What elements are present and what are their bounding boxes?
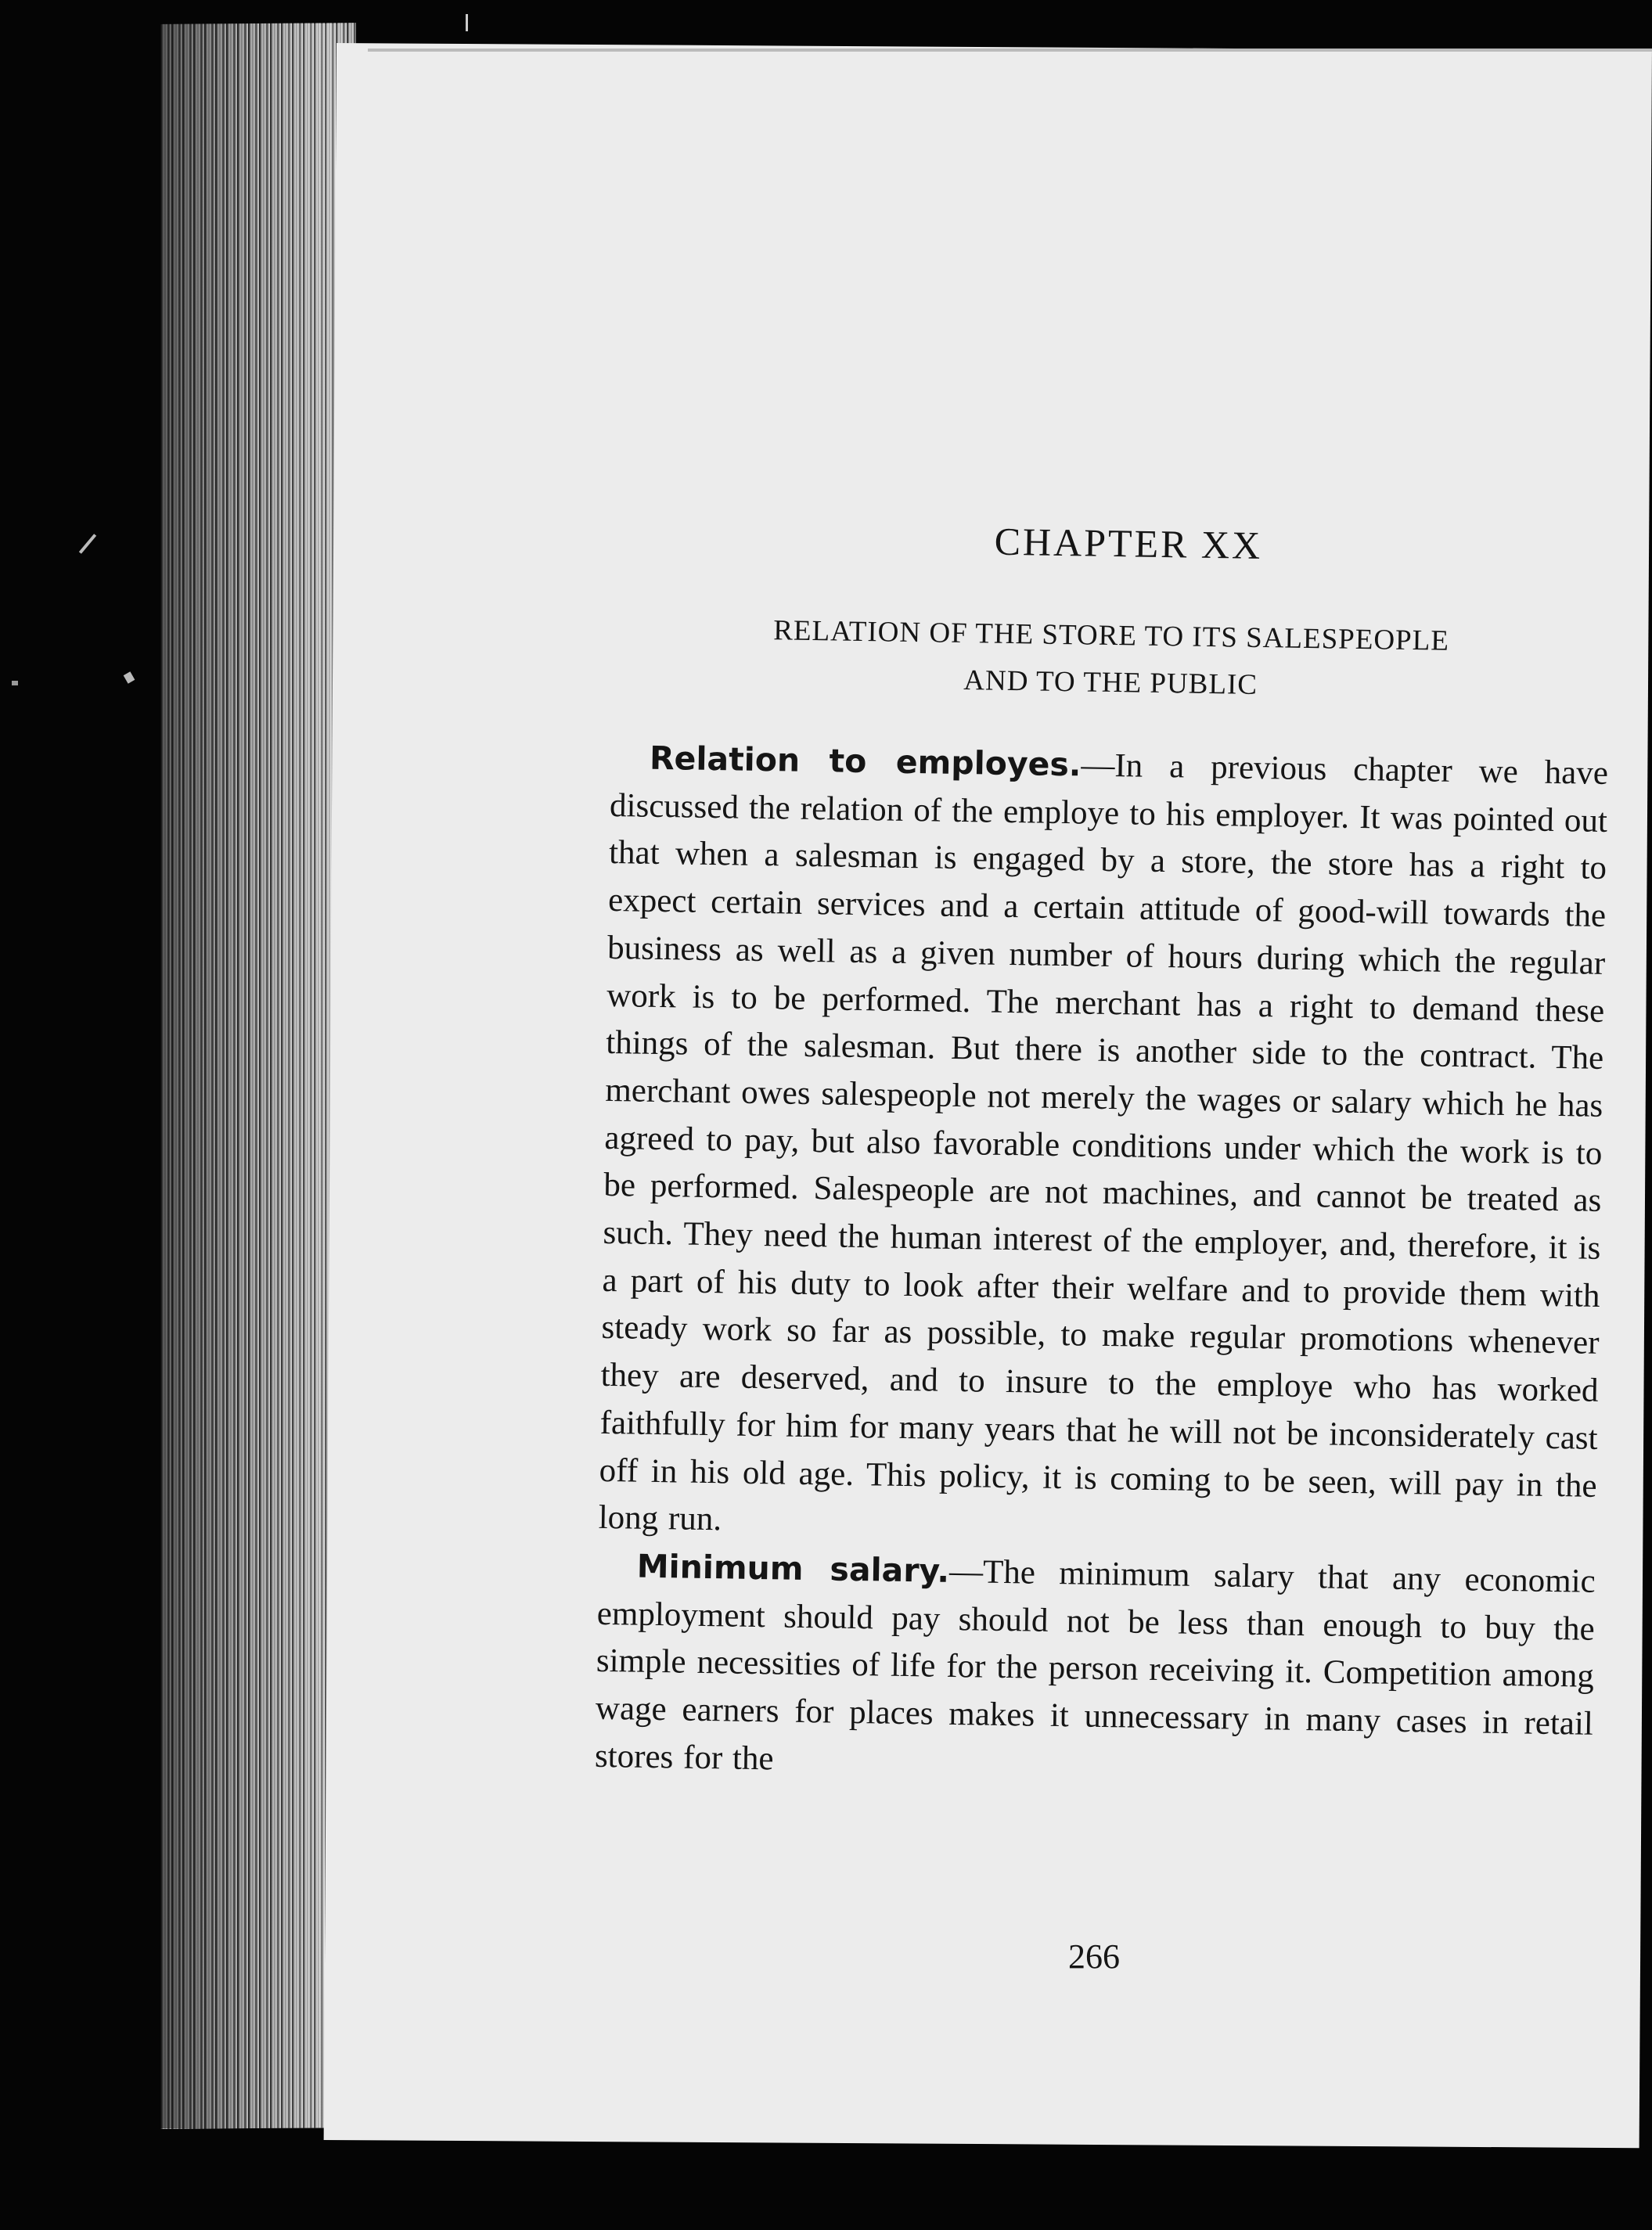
paragraph-heading: Minimum salary. bbox=[636, 1547, 950, 1590]
paragraph-minimum-salary bbox=[595, 1542, 1596, 1797]
chapter-title-line-2: AND TO THE PUBLIC bbox=[963, 664, 1258, 701]
paragraph-heading: Relation to employes. bbox=[649, 739, 1082, 784]
page-text bbox=[595, 513, 1612, 1796]
chapter-title-line-1: RELATION OF THE STORE TO ITS SALESPEOPLE bbox=[772, 614, 1450, 657]
paragraph-relation-to-employes bbox=[598, 734, 1608, 1558]
chapter-title bbox=[611, 605, 1611, 714]
dust-speck bbox=[124, 671, 135, 683]
paragraph-body: —The minimum salary that any economic employment should pay should not be less than enough to buy the simple necessities of life for the person receiving it. Competition among wage earners for places makes it unnecessary in many cases in retail stores for the bbox=[594, 1552, 1596, 1778]
page-number: 266 bbox=[1068, 1937, 1120, 1976]
page-top-edge bbox=[368, 49, 1652, 52]
dust-speck bbox=[466, 14, 468, 31]
dust-speck bbox=[12, 681, 18, 685]
dust-speck bbox=[79, 534, 96, 554]
paragraph-body: —In a previous chapter we have discussed the relation of the employe to his employer. It was pointed out that when a salesman is engaged by a store, the store has a right to expect certain services and a certain attitude of good-will towards the business as well as a given number of hours during which the regular work is to be performed. The merchant has a right to demand these things of the salesman. But there is another side to the contract. The merchant owes salespeople not merely the wages or salary which he has agreed to pay, but also favorable conditions under which the work is to be performed. Salespeople are not machines, and cannot be treated as such. They need the human interest of the employer, and, therefore, it is a part of his duty to look after their welfare and to provide them with steady work so far as possible, to make regular promotions whenever they are deserved, and to insure to the employe who has worked faithfully for him for many years that he will not be inconsiderately cast off in his old age. This policy, it is coming to be seen, will pay in the long run. bbox=[598, 746, 1609, 1538]
chapter-number: CHAPTER XX bbox=[994, 519, 1263, 568]
